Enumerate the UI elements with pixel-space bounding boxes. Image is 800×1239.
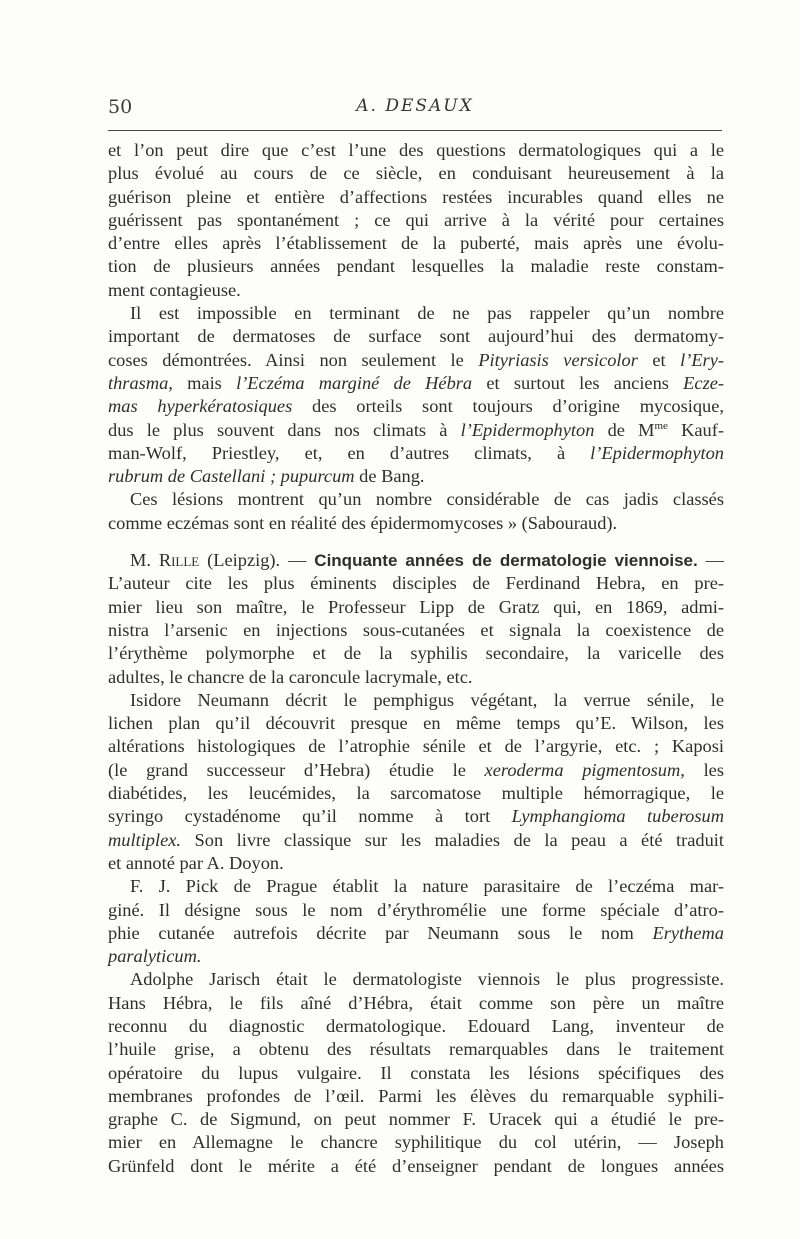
italic-term: Erythema [652, 922, 724, 943]
italic-term: l’Eczéma marginé de Hébra [236, 372, 473, 393]
text-segment: Rille [158, 550, 200, 571]
text-line [108, 395, 724, 418]
text-segment: ment contagieuse. [108, 279, 241, 300]
text-segment: Adolphe Jarisch était le dermatologiste viennois le plus progressiste. [130, 969, 724, 990]
paragraph-gap [108, 535, 724, 549]
text-segment: et l’on peut dire que c’est l’une des questions dermatologiques qui a le [108, 140, 724, 160]
text-segment: les [684, 759, 724, 780]
text-line [108, 1015, 724, 1038]
text-line [108, 1062, 724, 1085]
text-line [108, 759, 724, 782]
text-line [108, 852, 724, 875]
text-segment: des orteils sont toujours d’origine mycosique, [292, 396, 724, 417]
body-text [108, 139, 724, 1178]
text-line [108, 805, 724, 828]
text-segment: opératoire du lupus vulgaire. Il constata les lésions spécifiques des [108, 1062, 724, 1083]
text-line [108, 465, 724, 488]
italic-term: Lymphangioma tuberosum [511, 806, 725, 827]
text-line [108, 899, 724, 922]
text-segment: de Bang. [354, 466, 425, 487]
italic-term: thrasma, [108, 372, 173, 393]
text-line [108, 782, 724, 805]
italic-term: l’Ery- [680, 349, 725, 370]
text-segment: nistra l’arsenic en injections sous-cutanées et signala la coexistence de [108, 619, 724, 640]
text-segment: dus le plus souvent dans nos climats à [108, 419, 461, 440]
text-segment: comme eczémas sont en réalité des épidermomycoses » (Sabouraud). [108, 512, 618, 533]
text-line [108, 325, 724, 348]
text-line [108, 186, 724, 209]
text-segment: Il est impossible en terminant de ne pas rappeler qu’un nombre [130, 303, 724, 324]
text-segment: membranes profondes de l’œil. Parmi les élèves du remarquable syphili- [108, 1085, 724, 1106]
running-title: A. DESAUX [356, 96, 474, 116]
text-segment: et [637, 349, 681, 370]
text-line [108, 1038, 724, 1061]
text-line [108, 512, 724, 535]
text-line [108, 419, 724, 442]
text-segment: phie cutanée autrefois décrite par Neumann sous le nom [108, 922, 653, 943]
text-segment: reconnu du diagnostic dermatologique. Edouard Lang, inventeur de [108, 1015, 724, 1036]
text-segment: mais [172, 372, 237, 393]
text-line [108, 689, 724, 712]
text-line [108, 302, 724, 325]
text-line [108, 968, 724, 991]
text-segment: plus évolué au cours de ce siècle, en conduisant heureusement à la [108, 163, 724, 184]
text-segment: giné. Il désigne sous le nom d’érythromélie une forme spéciale d’atro- [108, 899, 724, 920]
text-segment: l’érythème polymorphe et de la syphilis secondaire, la varicelle des [108, 643, 724, 664]
text-line [108, 875, 724, 898]
text-segment: l’huile grise, a obtenu des résultats remarquables dans le traitement [108, 1039, 724, 1060]
text-segment: coses démontrées. Ainsi non seulement le [108, 349, 479, 370]
text-line [108, 922, 724, 945]
text-segment: Son livre classique sur les maladies de la peau a été traduit [181, 829, 724, 850]
text-line [108, 1085, 724, 1108]
text-line [108, 712, 724, 735]
text-segment: important de dermatoses de surface sont aujourd’hui des dermatomy- [108, 326, 724, 347]
text-segment: me [654, 419, 668, 432]
text-line [108, 992, 724, 1015]
text-line [108, 619, 724, 642]
text-segment: tion de plusieurs années pendant lesquelles la maladie reste constam- [108, 256, 724, 277]
text-line [108, 596, 724, 619]
text-line [108, 1131, 724, 1154]
page-number: 50 [108, 96, 133, 118]
text-segment: de M [594, 419, 655, 440]
text-segment: Grünfeld dont le mérite a été d’enseigner pendant de longues années [108, 1155, 724, 1176]
italic-term: l’Epidermophyton [460, 419, 595, 440]
text-line [108, 642, 724, 665]
text-segment: et annoté par A. Doyon. [108, 852, 284, 873]
italic-term: multiplex. [108, 829, 182, 850]
text-segment: et surtout les anciens [472, 372, 684, 393]
text-segment: L’auteur cite les plus éminents disciples de Ferdinand Hebra, en pre- [108, 573, 724, 594]
italic-term: paralyticum. [108, 946, 202, 967]
text-line [108, 372, 724, 395]
text-segment: graphe C. de Sigmund, on peut nommer F. Uracek qui a étudié le pre- [108, 1109, 724, 1130]
text-line [108, 209, 724, 232]
text-segment: mier lieu son maître, le Professeur Lipp de Gratz qui, en 1869, admi- [108, 596, 724, 617]
text-segment: (le grand successeur d’Hebra) étudie le [108, 759, 485, 780]
italic-term: xeroderma pigmentosum, [484, 759, 685, 780]
text-line [108, 139, 724, 162]
text-segment: M. [130, 550, 159, 571]
text-segment: Isidore Neumann décrit le pemphigus végétant, la verrue sénile, le [130, 689, 724, 710]
text-line [108, 232, 724, 255]
italic-term: l’Epidermophyton [590, 442, 724, 463]
text-segment: adultes, le chancre de la caroncule lacrymale, etc. [108, 666, 473, 687]
italic-term: Pityriasis versicolor [478, 349, 638, 370]
text-segment: (Leipzig). — [199, 550, 315, 571]
text-segment: man-Wolf, Priestley, et, en d’autres climats, à [108, 442, 591, 463]
text-segment: Hans Hébra, le fils aîné d’Hébra, était comme son père un maître [108, 992, 724, 1013]
text-segment: guérissent pas spontanément ; ce qui arrive à la vérité pour certaines [108, 209, 724, 230]
text-line [108, 1108, 724, 1131]
text-line [108, 255, 724, 278]
text-segment: — [697, 550, 724, 571]
italic-term: rubrum de Castellani ; pupurcum [108, 466, 355, 487]
header-rule [108, 130, 722, 131]
text-line [108, 162, 724, 185]
text-line [108, 735, 724, 758]
text-segment: mier en Allemagne le chancre syphilitique du col utérin, — Joseph [108, 1132, 724, 1153]
text-segment: Kauf- [667, 419, 724, 440]
text-line [108, 945, 724, 968]
text-segment: guérison pleine et entière d’affections restées incurables quand elles ne [108, 186, 724, 207]
text-segment: F. J. Pick de Prague établit la nature parasitaire de l’eczéma mar- [130, 876, 724, 897]
text-line [108, 349, 724, 372]
text-line [108, 572, 724, 595]
text-line [108, 549, 724, 572]
text-line [108, 488, 724, 511]
text-line [108, 442, 724, 465]
text-segment: d’entre elles après l’établissement de la puberté, mais après une évolu- [108, 233, 724, 254]
text-segment: lichen plan qu’il découvrit presque en même temps qu’E. Wilson, les [108, 713, 724, 734]
text-segment: syringo cystadénome qu’il nomme à tort [108, 806, 512, 827]
article-title: Cinquante années de dermatologie viennoise. [314, 551, 698, 571]
italic-term: Ecze- [683, 372, 725, 393]
text-line [108, 829, 724, 852]
text-segment: Ces lésions montrent qu’un nombre considérable de cas jadis classés [130, 489, 724, 510]
text-line [108, 279, 724, 302]
text-line [108, 1155, 724, 1178]
italic-term: mas hyperkératosiques [108, 396, 293, 417]
text-line [108, 666, 724, 689]
page-header [108, 96, 722, 122]
text-segment: diabétides, les leucémides, la sarcomatose multiple hémorragique, le [108, 783, 724, 804]
text-segment: altérations histologiques de l’atrophie sénile et de l’argyrie, etc. ; Kaposi [108, 736, 724, 757]
